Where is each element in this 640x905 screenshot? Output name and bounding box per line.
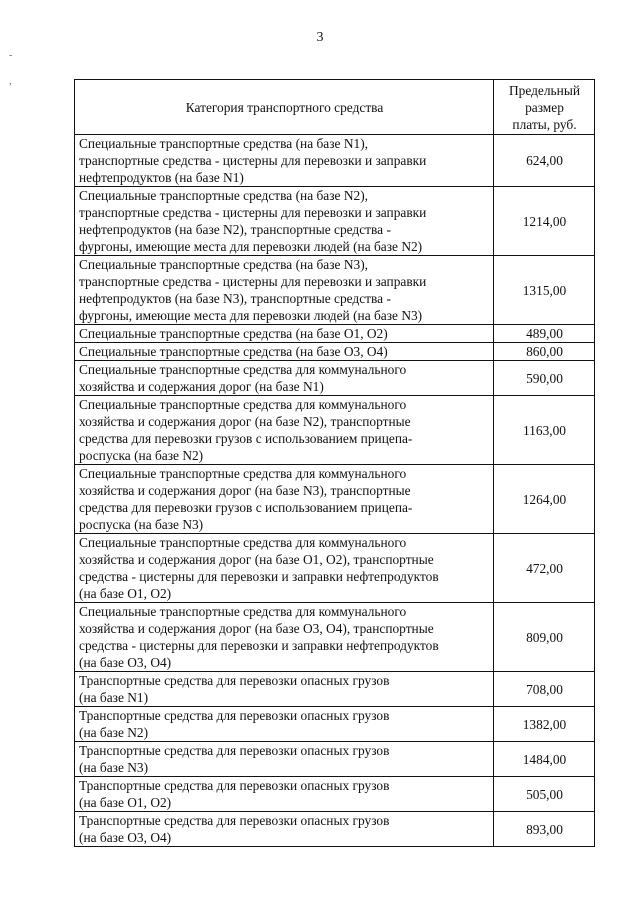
fee-cell: 1214,00 (494, 187, 595, 256)
category-text-line: (на базе N3) (79, 760, 149, 775)
category-text-line: хозяйства и содержания дорог (на базе N1) (79, 379, 324, 394)
table-row (75, 603, 595, 672)
category-text-line: Транспортные средства для перевозки опасных грузов (79, 813, 390, 828)
category-text-line: Транспортные средства для перевозки опасных грузов (79, 778, 390, 793)
vehicle-category-cell (75, 603, 494, 672)
table-row (75, 742, 595, 777)
fee-column-header (494, 80, 595, 135)
category-text-line: (на базе O1, O2) (79, 586, 172, 601)
category-text-line: Специальные транспортные средства для коммунального (79, 362, 407, 377)
vehicle-category-cell (75, 672, 494, 707)
category-text-line: Специальные транспортные средства (на базе N1), (79, 136, 369, 151)
category-text-line: хозяйства и содержания дорог (на базе N3), транспортные (79, 483, 411, 498)
category-text-line: нефтепродуктов (на базе N3), транспортные средства - (79, 291, 391, 306)
category-text-line: средства - цистерны для перевозки и заправки нефтепродуктов (79, 638, 439, 653)
table-row (75, 672, 595, 707)
category-text-line: хозяйства и содержания дорог (на базе O3, O4), транспортные (79, 621, 434, 636)
category-text-line: Специальные транспортные средства для коммунального (79, 466, 407, 481)
category-text-line: транспортные средства - цистерны для перевозки и заправки (79, 153, 427, 168)
fee-cell: 1382,00 (494, 707, 595, 742)
fee-header-line: Предельный (508, 82, 580, 98)
vehicle-category-cell (75, 707, 494, 742)
table-row (75, 343, 595, 361)
fee-cell: 624,00 (494, 135, 595, 187)
category-text-line: Специальные транспортные средства (на базе N3), (79, 257, 369, 272)
table-row (75, 135, 595, 187)
vehicle-category-cell (75, 396, 494, 465)
vehicle-category-cell (75, 361, 494, 396)
header-row (75, 80, 595, 135)
table-body (75, 135, 595, 847)
category-text-line: нефтепродуктов (на базе N2), транспортные средства - (79, 222, 391, 237)
fee-cell: 1264,00 (494, 465, 595, 534)
fee-cell: 893,00 (494, 812, 595, 847)
category-text-line: (на базе O3, O4) (79, 655, 172, 670)
vehicle-category-cell (75, 465, 494, 534)
vehicle-category-cell (75, 534, 494, 603)
table-row (75, 256, 595, 325)
vehicle-category-cell (75, 812, 494, 847)
fee-cell: 590,00 (494, 361, 595, 396)
category-text-line: средства для перевозки грузов с использованием прицепа- (79, 431, 413, 446)
category-text-line: транспортные средства - цистерны для перевозки и заправки (79, 205, 427, 220)
table-row (75, 361, 595, 396)
vehicle-category-cell (75, 187, 494, 256)
category-text-line: Транспортные средства для перевозки опасных грузов (79, 708, 390, 723)
category-text-line: Транспортные средства для перевозки опасных грузов (79, 743, 390, 758)
fee-cell: 1315,00 (494, 256, 595, 325)
vehicle-category-cell (75, 343, 494, 361)
category-text-line: (на базе O1, O2) (79, 795, 172, 810)
fee-header-line: размер (525, 99, 564, 115)
fee-cell: 472,00 (494, 534, 595, 603)
category-text-line: фургоны, имеющие места для перевозки людей (на базе N2) (79, 239, 423, 254)
table-row (75, 396, 595, 465)
category-text-line: Специальные транспортные средства (на базе O1, O2) (79, 326, 388, 341)
category-column-header: Категория транспортного средства (75, 80, 494, 135)
page-number: 3 (316, 30, 324, 45)
table-row (75, 777, 595, 812)
fee-header-line: платы, руб. (512, 116, 577, 132)
fee-cell: 708,00 (494, 672, 595, 707)
category-text-line: Специальные транспортные средства для коммунального (79, 604, 407, 619)
margin-mark: , (9, 76, 12, 87)
table-row (75, 187, 595, 256)
category-text-line: (на базе N2) (79, 725, 149, 740)
vehicle-category-cell (75, 325, 494, 343)
vehicle-category-cell (75, 777, 494, 812)
table-row (75, 325, 595, 343)
margin-mark: - (9, 50, 13, 61)
fee-table (74, 79, 595, 847)
category-text-line: нефтепродуктов (на базе N1) (79, 170, 244, 185)
vehicle-category-cell (75, 742, 494, 777)
category-text-line: фургоны, имеющие места для перевозки людей (на базе N3) (79, 308, 423, 323)
category-text-line: средства - цистерны для перевозки и заправки нефтепродуктов (79, 569, 439, 584)
table-row (75, 465, 595, 534)
category-text-line: Транспортные средства для перевозки опасных грузов (79, 673, 390, 688)
fee-cell: 1484,00 (494, 742, 595, 777)
table-row (75, 812, 595, 847)
table-row (75, 707, 595, 742)
category-text-line: (на базе N1) (79, 690, 149, 705)
category-text-line: средства для перевозки грузов с использованием прицепа- (79, 500, 413, 515)
category-text-line: хозяйства и содержания дорог (на базе O1, O2), транспортные (79, 552, 434, 567)
fee-cell: 860,00 (494, 343, 595, 361)
category-text-line: Специальные транспортные средства для коммунального (79, 535, 407, 550)
category-text-line: Специальные транспортные средства (на базе N2), (79, 188, 369, 203)
fee-cell: 1163,00 (494, 396, 595, 465)
vehicle-category-cell (75, 256, 494, 325)
vehicle-category-cell (75, 135, 494, 187)
category-text-line: Специальные транспортные средства для коммунального (79, 397, 407, 412)
category-text-line: роспуска (на базе N3) (79, 517, 204, 532)
category-text-line: транспортные средства - цистерны для перевозки и заправки (79, 274, 427, 289)
category-text-line: хозяйства и содержания дорог (на базе N2), транспортные (79, 414, 411, 429)
fee-cell: 809,00 (494, 603, 595, 672)
category-text-line: Специальные транспортные средства (на базе O3, O4) (79, 344, 388, 359)
category-text-line: роспуска (на базе N2) (79, 448, 204, 463)
table-row (75, 534, 595, 603)
category-text-line: (на базе O3, O4) (79, 830, 172, 845)
fee-cell: 489,00 (494, 325, 595, 343)
fee-cell: 505,00 (494, 777, 595, 812)
